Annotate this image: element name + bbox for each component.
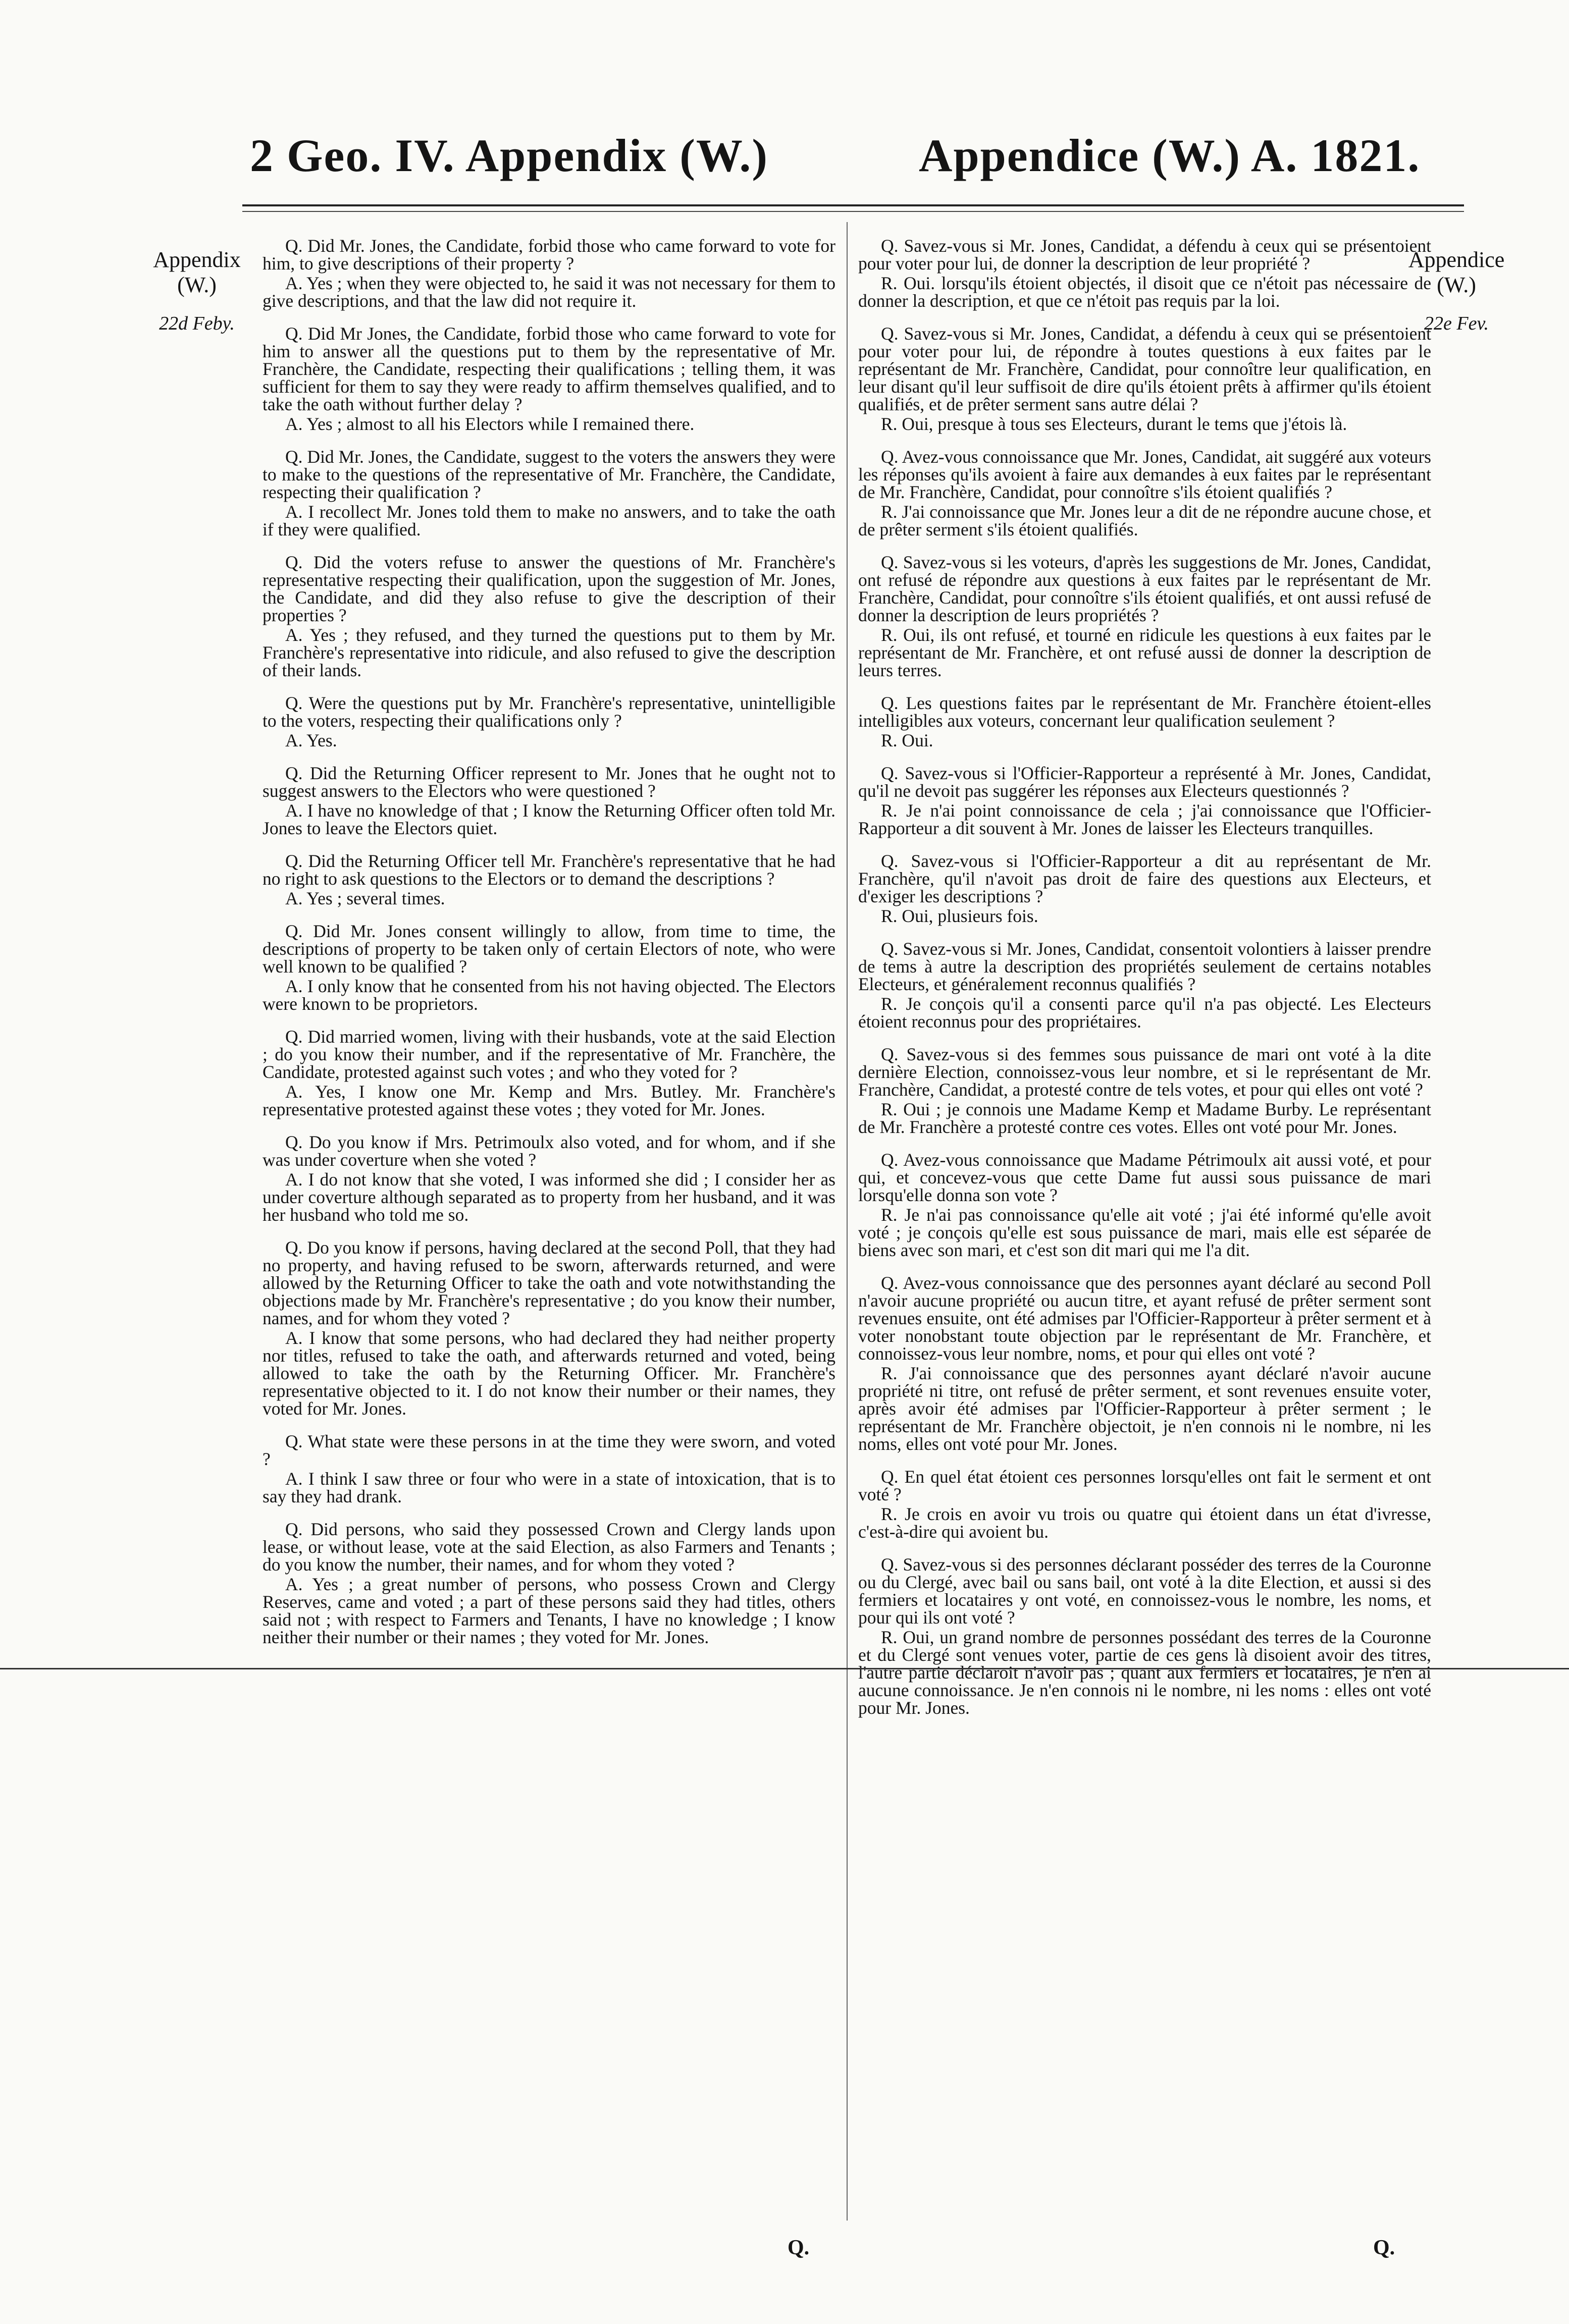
question-paragraph: Q. Did married women, living with their husbands, vote at the said Election ; do you know their number, and if the representative of Mr. Franchère, the Candidate, protested against such votes ; and who they voted for ? <box>263 1026 835 1082</box>
question-paragraph: Q. Did the voters refuse to answer the questions of Mr. Franchère's representative respecting their qualification, upon the suggestion of Mr. Jones, the Candidate, and did they also refuse to give the description of their properties ? <box>263 552 835 625</box>
english-column <box>263 237 835 1648</box>
header-rule <box>242 204 1464 206</box>
fold-line <box>0 1668 1569 1669</box>
answer-paragraph: A. Yes ; they refused, and they turned the questions put to them by Mr. Franchère's representative into ridicule, and also refused to give the description of their lands. <box>263 625 835 680</box>
running-header-left: 2 Geo. IV. Appendix (W.) <box>250 130 769 181</box>
answer-paragraph: R. J'ai connoissance que des personnes ayant déclaré n'avoir aucune propriété ni titre, ont refusé de prêter serment, et sont revenues ensuite voter, après avoir été admises par l'Officier-Rapporteur à prêter serment ; le représentant de Mr. Franchère objectoit, je n'en connois ni le nombre, ni les noms, elles ont voté pour Mr. Jones. <box>858 1363 1431 1454</box>
question-paragraph: Q. Did Mr. Jones consent willingly to allow, from time to time, the descriptions of property to be taken only of certain Electors of note, who were well known to be qualified ? <box>263 921 835 977</box>
answer-paragraph: R. Oui, presque à tous ses Electeurs, durant le tems que j'étois là. <box>881 414 1347 434</box>
question-paragraph: Q. En quel état étoient ces personnes lorsqu'elles ont fait le serment et ont voté ? <box>858 1467 1431 1504</box>
margin-label: Appendix (W.) <box>153 247 241 297</box>
running-header-right: Appendice (W.) A. 1821. <box>919 130 1421 181</box>
question-paragraph: Q. Were the questions put by Mr. Franchère's representative, unintelligible to the voters, respecting their qualifications only ? <box>263 693 835 731</box>
answer-paragraph: A. Yes ; when they were objected to, he said it was not necessary for them to give descriptions, and that the law did not require it. <box>263 273 835 311</box>
answer-paragraph: R. Je n'ai point connoissance de cela ; j'ai connoissance que l'Officier-Rapporteur a dit souvent à Mr. Jones de laisser les Electeurs tranquilles. <box>858 800 1431 838</box>
question-paragraph: Q. Did the Returning Officer tell Mr. Franchère's representative that he had no right to ask questions to the Electors or to demand the descriptions ? <box>263 851 835 889</box>
answer-paragraph: R. Oui, ils ont refusé, et tourné en ridicule les questions à eux faites par le représentant de Mr. Franchère, et ont refusé aussi de donner la description de leurs terres. <box>858 625 1431 680</box>
answer-paragraph: R. Je conçois qu'il a consenti parce qu'il n'a pas objecté. Les Electeurs étoient reconnus pour des propriétaires. <box>858 994 1431 1032</box>
question-paragraph: Q. Savez-vous si des personnes déclarant posséder des terres de la Couronne ou du Clergé, avec bail ou sans bail, ont voté à la dite Election, et aussi si des fermiers et locataires y ont voté, en connoissez-vous le nombre, les noms, et pour qui ils ont voté ? <box>858 1554 1431 1628</box>
answer-paragraph: A. I do not know that she voted, I was informed she did ; I consider her as under coverture although separated as to property from her husband, and it was her husband who told me so. <box>263 1169 835 1225</box>
answer-paragraph: A. Yes ; almost to all his Electors while I remained there. <box>285 414 695 434</box>
question-paragraph: Q. Did Mr. Jones, the Candidate, forbid those who came forward to vote for him, to give descriptions of their property ? <box>263 236 835 274</box>
answer-paragraph: R. Oui, plusieurs fois. <box>881 906 1038 926</box>
question-paragraph: Q. Avez-vous connoissance que des personnes ayant déclaré au second Poll n'avoir aucune propriété ou aucun titre, et ayant refusé de prêter serment sont revenues ensuite, ont été admises par l'Officier-Rapporteur à prêter serment et à voter nonobstant toute objection par le représentant de Mr. Franchère, et connoissez-vous leur nombre, noms, et pour qui elles ont voté ? <box>858 1273 1431 1364</box>
answer-paragraph: R. Je n'ai pas connoissance qu'elle ait voté ; j'ai été informé qu'elle avoit voté ; je conçois qu'elle est sous puissance de mari, mais elle est séparée de biens avec son mari, et c'est son dit mari qui me l'a dit. <box>858 1205 1431 1260</box>
answer-paragraph: A. I only know that he consented from his not having objected. The Electors were known to be proprietors. <box>263 976 835 1014</box>
answer-paragraph: A. Yes ; a great number of persons, who possess Crown and Clergy Reserves, came and voted ; a part of these persons said they had titles, others said not ; with respect to Farmers and Tenants, I have no knowledge ; I know neither their number or their names ; they voted for Mr. Jones. <box>263 1574 835 1647</box>
question-paragraph: Q. Avez-vous connoissance que Mr. Jones, Candidat, ait suggéré aux voteurs les réponses qu'ils avoient à faire aux demandes à eux faites par le représentant de Mr. Franchère, Candidat, pour connoître s'ils étoient qualifiés ? <box>858 447 1431 502</box>
catchword-right: Q. <box>1373 2236 1395 2259</box>
question-paragraph: Q. Avez-vous connoissance que Madame Pétrimoulx ait aussi voté, et pour qui, et concevez-vous que cette Dame fut aussi sous puissance de mari lorsqu'elle donna son vote ? <box>858 1150 1431 1205</box>
answer-paragraph: A. I know that some persons, who had declared they had neither property nor titles, refused to take the oath, and afterwards returned and voted, being allowed to take the oath by the Returning Officer. Mr. Franchère's representative objected to it. I do not know their number or their names, they voted for Mr. Jones. <box>263 1328 835 1419</box>
question-paragraph: Q. Savez-vous si Mr. Jones, Candidat, consentoit volontiers à laisser prendre de tems à autre la description des propriétés seulement de certains notables Electeurs, et généralement reconnus qualifiés ? <box>858 939 1431 994</box>
answer-paragraph: A. Yes, I know one Mr. Kemp and Mrs. Butley. Mr. Franchère's representative protested against these votes ; they voted for Mr. Jones. <box>263 1082 835 1119</box>
question-paragraph: Q. Savez-vous si l'Officier-Rapporteur a représenté à Mr. Jones, Candidat, qu'il ne devoit pas suggérer les réponses aux Electeurs questionnés ? <box>858 763 1431 801</box>
answer-paragraph: R. Oui ; je connois une Madame Kemp et Madame Burby. Le représentant de Mr. Franchère a protesté contre ces votes. Elles ont voté pour Mr. Jones. <box>858 1099 1431 1137</box>
header-rule-thin <box>242 211 1464 212</box>
margin-note-left <box>144 247 250 336</box>
catchword-left: Q. <box>788 2236 810 2259</box>
margin-date: 22d Feby. <box>159 313 235 334</box>
margin-date: 22e Fev. <box>1424 313 1489 334</box>
question-paragraph: Q. Do you know if Mrs. Petrimoulx also voted, and for whom, and if she was under coverture when she voted ? <box>263 1132 835 1170</box>
answer-paragraph: R. Oui. <box>881 730 933 750</box>
answer-paragraph: R. Je crois en avoir vu trois ou quatre qui étoient dans un état d'ivresse, c'est-à-dire qui avoient bu. <box>858 1504 1431 1542</box>
question-paragraph: Q. Did the Returning Officer represent to Mr. Jones that he ought not to suggest answers to the Electors who were questioned ? <box>263 763 835 801</box>
margin-label: Appendice (W.) <box>1408 247 1505 297</box>
question-paragraph: Q. What state were these persons in at the time they were sworn, and voted ? <box>263 1431 835 1469</box>
question-paragraph: Q. Savez-vous si Mr. Jones, Candidat, a défendu à ceux qui se présentoient pour voter pour lui, de donner la description de leur propriété ? <box>858 236 1431 274</box>
answer-paragraph: A. I recollect Mr. Jones told them to make no answers, and to take the oath if they were qualified. <box>263 502 835 539</box>
answer-paragraph: R. Oui, un grand nombre de personnes possédant des terres de la Couronne et du Clergé sont venues voter, partie de ces gens là disoient avoir des titres, l'autre partie déclaroit n'avoir pas ; quant aux fermiers et locataires, je n'en ai aucune connoissance. Je n'en connois ni le nombre, ni les noms : elles ont voté pour Mr. Jones. <box>858 1627 1431 1718</box>
answer-paragraph: R. Oui. lorsqu'ils étoient objectés, il disoit que ce n'étoit pas nécessaire de donner la description, et que ce n'étoit pas requis par la loi. <box>858 273 1431 311</box>
question-paragraph: Q. Savez-vous si Mr. Jones, Candidat, a défendu à ceux qui se présentoient pour voter pour lui, de répondre à toutes questions à eux faites par le représentant de Mr. Franchère, Candidat, pour connoître leur qualification, en leur disant qu'il leur suffisoit de dire qu'ils étoient prêts à affirmer qu'ils étoient qualifiés, et de prêter serment sans autre délai ? <box>858 323 1431 414</box>
question-paragraph: Q. Do you know if persons, having declared at the second Poll, that they had no property, and having refused to be sworn, afterwards returned, and were allowed by the Returning Officer to take the oath and vote notwithstanding the objections made by Mr. Franchère's representative ; do you know their number, names, and for whom they voted ? <box>263 1237 835 1328</box>
question-paragraph: Q. Did Mr. Jones, the Candidate, suggest to the voters the answers they were to make to the questions of the representative of Mr. Franchère, the Candidate, respecting their qualification ? <box>263 447 835 502</box>
answer-paragraph: R. J'ai connoissance que Mr. Jones leur a dit de ne répondre aucune chose, et de prêter serment s'ils étoient qualifiés. <box>858 502 1431 539</box>
answer-paragraph: A. Yes. <box>285 730 337 750</box>
answer-paragraph: A. I think I saw three or four who were in a state of intoxication, that is to say they had drank. <box>263 1469 835 1506</box>
question-paragraph: Q. Savez-vous si les voteurs, d'après les suggestions de Mr. Jones, Candidat, ont refusé de répondre aux questions à eux faites par le représentant de Mr. Franchère, Candidat, pour connoître s'ils étoient qualifiés, et ont aussi refusé de donner la description de leurs propriétés ? <box>858 552 1431 625</box>
column-divider <box>847 222 848 2221</box>
question-paragraph: Q. Savez-vous si des femmes sous puissance de mari ont voté à la dite dernière Election, connoissez-vous leur nombre, et si le représentant de Mr. Franchère, Candidat, a protesté contre de tels votes, et pour qui elles ont voté ? <box>858 1044 1431 1100</box>
answer-paragraph: A. I have no knowledge of that ; I know the Returning Officer often told Mr. Jones to leave the Electors quiet. <box>263 800 835 838</box>
french-column <box>858 237 1431 1719</box>
question-paragraph: Q. Did Mr Jones, the Candidate, forbid those who came forward to vote for him to answer all the questions put to them by the representative of Mr. Franchère, the Candidate, respecting their qualifications ; telling them, it was sufficient for them to say they were ready to affirm themselves qualified, and to take the oath without further delay ? <box>263 323 835 414</box>
question-paragraph: Q. Did persons, who said they possessed Crown and Clergy lands upon lease, or without lease, vote at the said Election, as also Farmers and Tenants ; do you know the number, their names, and for whom they voted ? <box>263 1519 835 1575</box>
answer-paragraph: A. Yes ; several times. <box>285 888 445 908</box>
question-paragraph: Q. Savez-vous si l'Officier-Rapporteur a dit au représentant de Mr. Franchère, qu'il n'avoit pas droit de faire des questions aux Electeurs, et d'exiger les descriptions ? <box>858 851 1431 906</box>
question-paragraph: Q. Les questions faites par le représentant de Mr. Franchère étoient-elles intelligibles aux voteurs, concernant leur qualification seulement ? <box>858 693 1431 731</box>
